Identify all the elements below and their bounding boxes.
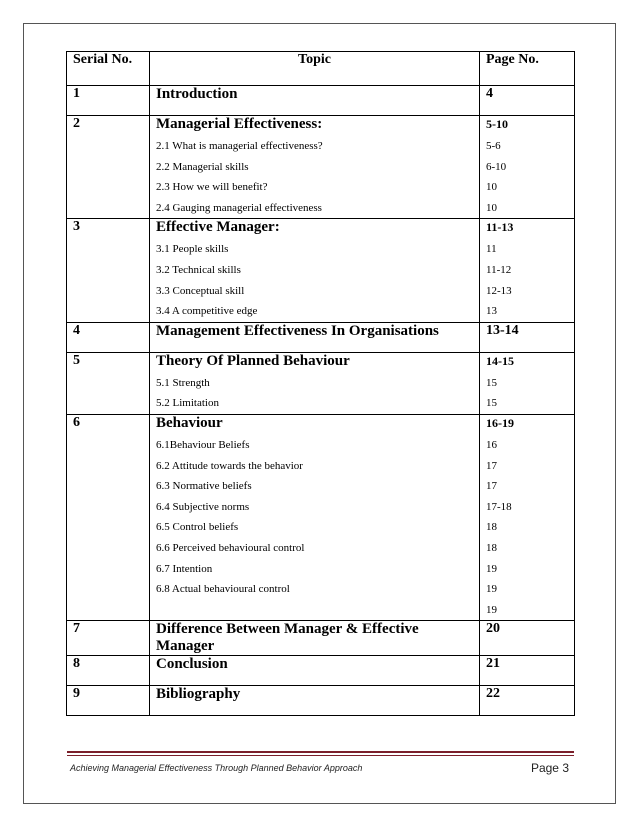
serial-number: 7 (67, 621, 150, 656)
subtopic: 6.7 Intention (156, 562, 213, 575)
serial-number: 5 (67, 352, 150, 414)
subtopic: 2.3 How we will benefit? (156, 181, 268, 194)
subtopic-page-number: 19 (486, 603, 497, 616)
subtopic-page-number: 15 (486, 376, 497, 389)
table-row (67, 414, 575, 620)
subtopic-page-number: 18 (486, 521, 497, 534)
topic-cell (150, 686, 480, 716)
subtopic-page-number: 18 (486, 541, 497, 554)
subtopic: 6.4 Subjective norms (156, 500, 250, 513)
subtopic-page-number: 12-13 (486, 284, 512, 297)
subtopic-page-number: 6-10 (486, 160, 507, 173)
topic-cell (150, 656, 480, 686)
header-serial: Serial No. (67, 52, 150, 86)
subtopic-page-number: 5-6 (486, 140, 501, 152)
topic-title: Theory Of Planned Behaviour (156, 352, 350, 369)
subtopic-page-number: 16 (486, 438, 497, 451)
subtopic: 6.3 Normative beliefs (156, 480, 252, 493)
topic-title: Bibliography (156, 686, 241, 703)
subtopic-page-number: 19 (486, 562, 497, 575)
subtopic: 6.6 Perceived behavioural control (156, 541, 305, 554)
page-cell (480, 621, 575, 656)
serial-number: 8 (67, 656, 150, 686)
footer-page-number: Page 3 (530, 761, 569, 775)
page-cell (480, 414, 575, 620)
page-number: 4 (486, 86, 493, 101)
page-number: 20 (486, 621, 500, 637)
footer-divider (67, 751, 574, 753)
table-row (67, 656, 575, 686)
page-cell (480, 219, 575, 322)
topic-title: Difference Between Manager & Effective Manager (156, 621, 419, 655)
header-topic: Topic (150, 52, 480, 86)
page-number: 22 (486, 686, 500, 702)
subtopic-page-number: 13 (486, 305, 497, 318)
subtopic-page-number: 15 (486, 397, 497, 410)
page-cell (480, 686, 575, 716)
serial-number: 2 (67, 116, 150, 219)
page-cell (480, 352, 575, 414)
subtopic-page-number: 10 (486, 181, 497, 194)
topic-title: Behaviour (156, 414, 223, 431)
serial-number: 4 (67, 322, 150, 352)
serial-number: 6 (67, 414, 150, 620)
subtopic: 3.2 Technical skills (156, 263, 241, 276)
topic-title: Introduction (156, 86, 238, 102)
subtopic: 2.1 What is managerial effectiveness? (156, 140, 323, 152)
topic-cell (150, 322, 480, 352)
topic-cell (150, 414, 480, 620)
subtopic: 3.3 Conceptual skill (156, 284, 245, 297)
subtopic: 3.4 A competitive edge (156, 305, 258, 318)
topic-title: Managerial Effectiveness: (156, 116, 323, 132)
page-number: 11-13 (486, 220, 514, 235)
subtopic-page-number: 10 (486, 201, 497, 214)
page-cell (480, 86, 575, 116)
footer-divider-thin (67, 755, 574, 756)
topic-cell (150, 116, 480, 219)
table-row (67, 86, 575, 116)
table-row (67, 621, 575, 656)
page-number: 5-10 (486, 117, 508, 131)
table-header-row (67, 52, 575, 86)
table-row (67, 219, 575, 322)
subtopic: 2.2 Managerial skills (156, 160, 249, 173)
serial-number: 1 (67, 86, 150, 116)
subtopic-page-number: 11-12 (486, 263, 512, 276)
subtopic-page-number: 17 (486, 480, 497, 493)
table-row (67, 116, 575, 219)
subtopic-page-number: 11 (486, 243, 497, 256)
serial-number: 3 (67, 219, 150, 322)
footer-document-title: Achieving Managerial Effectiveness Through Planned Behavior Approach (70, 763, 363, 773)
page-number: 13-14 (486, 322, 519, 338)
subtopic-page-number: 19 (486, 583, 497, 596)
subtopic: 5.2 Limitation (156, 397, 219, 410)
subtopic-page-number: 17-18 (486, 500, 512, 513)
subtopic: 5.1 Strength (156, 376, 210, 389)
table-of-contents (66, 51, 575, 716)
topic-cell (150, 86, 480, 116)
topic-title: Conclusion (156, 656, 228, 673)
page-cell (480, 322, 575, 352)
subtopic: 6.1Behaviour Beliefs (156, 438, 250, 451)
subtopic: 3.1 People skills (156, 243, 229, 256)
serial-number: 9 (67, 686, 150, 716)
header-page: Page No. (480, 52, 575, 86)
table-row (67, 686, 575, 716)
topic-title: Effective Manager: (156, 219, 280, 236)
subtopic: 2.4 Gauging managerial effectiveness (156, 201, 322, 214)
page-number: 21 (486, 656, 500, 672)
topic-cell (150, 621, 480, 656)
subtopic: 6.5 Control beliefs (156, 521, 239, 534)
page-cell (480, 656, 575, 686)
subtopic: 6.2 Attitude towards the behavior (156, 459, 303, 472)
table-row (67, 352, 575, 414)
subtopic: 6.8 Actual behavioural control (156, 583, 290, 596)
topic-cell (150, 219, 480, 322)
table-row (67, 322, 575, 352)
page-cell (480, 116, 575, 219)
page-number: 16-19 (486, 415, 514, 430)
topic-cell (150, 352, 480, 414)
page-number: 14-15 (486, 353, 514, 368)
topic-title: Management Effectiveness In Organisations (156, 322, 439, 339)
subtopic-page-number: 17 (486, 459, 497, 472)
